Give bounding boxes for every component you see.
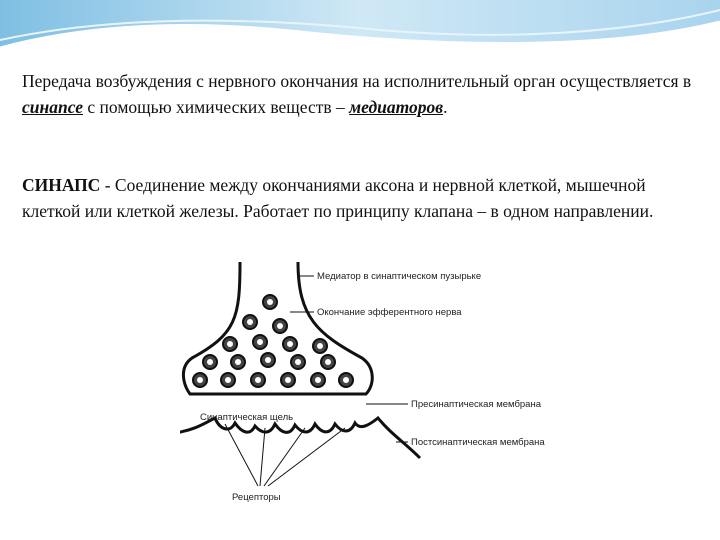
vesicle-core — [197, 377, 203, 383]
vesicle-core — [325, 359, 331, 365]
vesicle-core — [265, 357, 271, 363]
label-mediator-vesicle: Медиатор в синаптическом пузырьке — [317, 271, 482, 282]
term-mediators: медиаторов — [349, 97, 444, 117]
header-wave-decoration — [0, 0, 720, 60]
term-synapse: синапсе — [22, 97, 84, 117]
intro-paragraph — [22, 68, 702, 120]
vesicle-core — [247, 319, 253, 325]
vesicle-core — [255, 377, 261, 383]
vesicle-core — [257, 339, 263, 345]
vesicle-core — [277, 323, 283, 329]
vesicle-core — [267, 299, 273, 305]
intro-text-part3: . — [443, 97, 448, 117]
label-synaptic-cleft: Синаптическая щель — [200, 412, 294, 423]
label-postsynaptic-membrane: Постсинаптическая мембрана — [411, 437, 545, 448]
definition-term: СИНАПС — [22, 175, 101, 195]
label-nerve-ending: Окончание эфферентного нерва — [317, 307, 462, 318]
label-receptors: Рецепторы — [232, 492, 281, 503]
intro-text-part2: с помощью химических веществ – — [83, 97, 350, 117]
vesicle-core — [287, 341, 293, 347]
postsynaptic-membrane — [180, 418, 420, 458]
vesicle-core — [207, 359, 213, 365]
synapse-diagram — [180, 258, 600, 530]
vesicle-core — [343, 377, 349, 383]
label-presynaptic-membrane: Пресинаптическая мембрана — [411, 399, 541, 410]
vesicle-core — [295, 359, 301, 365]
definition-text: - Соединение между окончаниями аксона и нервной клеткой, мышечной клеткой или клеткой железы. Работает по принципу клапана – в одном направлении. — [22, 175, 654, 221]
vesicle-core — [227, 341, 233, 347]
vesicle-core — [285, 377, 291, 383]
definition-paragraph — [22, 172, 702, 224]
vesicle-core — [315, 377, 321, 383]
vesicle-core — [317, 343, 323, 349]
intro-text-part1: Передача возбуждения с нервного окончания на исполнительный орган осуществляется в — [22, 71, 692, 91]
vesicle-core — [235, 359, 241, 365]
vesicle-core — [225, 377, 231, 383]
